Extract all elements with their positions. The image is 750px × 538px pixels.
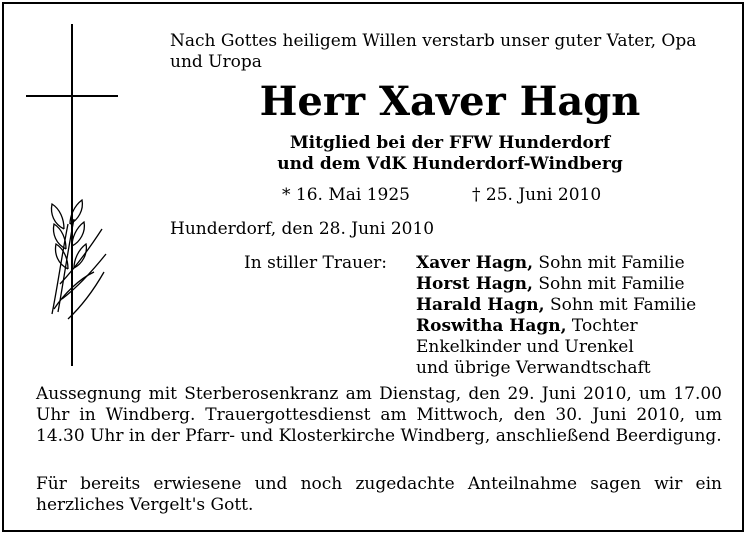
death-date: † 25. Juni 2010 xyxy=(472,185,602,205)
mourning-label: In stiller Trauer: xyxy=(244,253,387,273)
mourner-item xyxy=(416,316,696,337)
mourner-relation: Sohn mit Familie xyxy=(544,295,697,315)
mourners-list xyxy=(416,253,696,379)
membership-line-2: und dem VdK Hunderdorf-Windberg xyxy=(277,154,623,174)
mourner-relation: Sohn mit Familie xyxy=(532,274,685,294)
mourner-item xyxy=(416,253,696,274)
service-details: Aussegnung mit Sterberosenkranz am Dienstag, den 29. Juni 2010, um 17.00 Uhr in Windberg. Trauergottesdienst am Mittwoch, den 30. Juni 2010, um 14.30 Uhr in der Pfarr- und Klosterkirche Windberg, anschließend Beerdigung. xyxy=(36,384,722,446)
mourner-name: Horst Hagn, xyxy=(416,274,533,294)
mourner-relation: Sohn mit Familie xyxy=(533,253,685,273)
membership xyxy=(170,133,730,175)
membership-line-1: Mitglied bei der FFW Hunderdorf xyxy=(289,133,611,153)
extra-mourners-line: und übrige Verwandtschaft xyxy=(416,358,651,378)
mourner-name: Harald Hagn, xyxy=(416,295,545,315)
mourner-item xyxy=(416,295,696,316)
mourner-relation: Tochter xyxy=(566,316,638,336)
obituary-notice xyxy=(2,2,744,532)
mourner-name: Xaver Hagn, xyxy=(416,253,534,273)
thanks-text: Für bereits erwiesene und noch zugedachte Anteilnahme sagen wir ein herzliches Vergelt's Gott. xyxy=(36,474,722,515)
intro-text: Nach Gottes heiligem Willen verstarb unser guter Vater, Opa und Uropa xyxy=(170,31,697,72)
place-and-date: Hunderdorf, den 28. Juni 2010 xyxy=(170,219,435,239)
extra-mourners-line: Enkelkinder und Urenkel xyxy=(416,337,634,357)
cross-with-wheat-icon xyxy=(24,24,134,369)
deceased-name: Herr Xaver Hagn xyxy=(259,78,641,125)
mourner-item xyxy=(416,274,696,295)
birth-date: * 16. Mai 1925 xyxy=(282,185,410,205)
mourner-name: Roswitha Hagn, xyxy=(416,316,567,336)
